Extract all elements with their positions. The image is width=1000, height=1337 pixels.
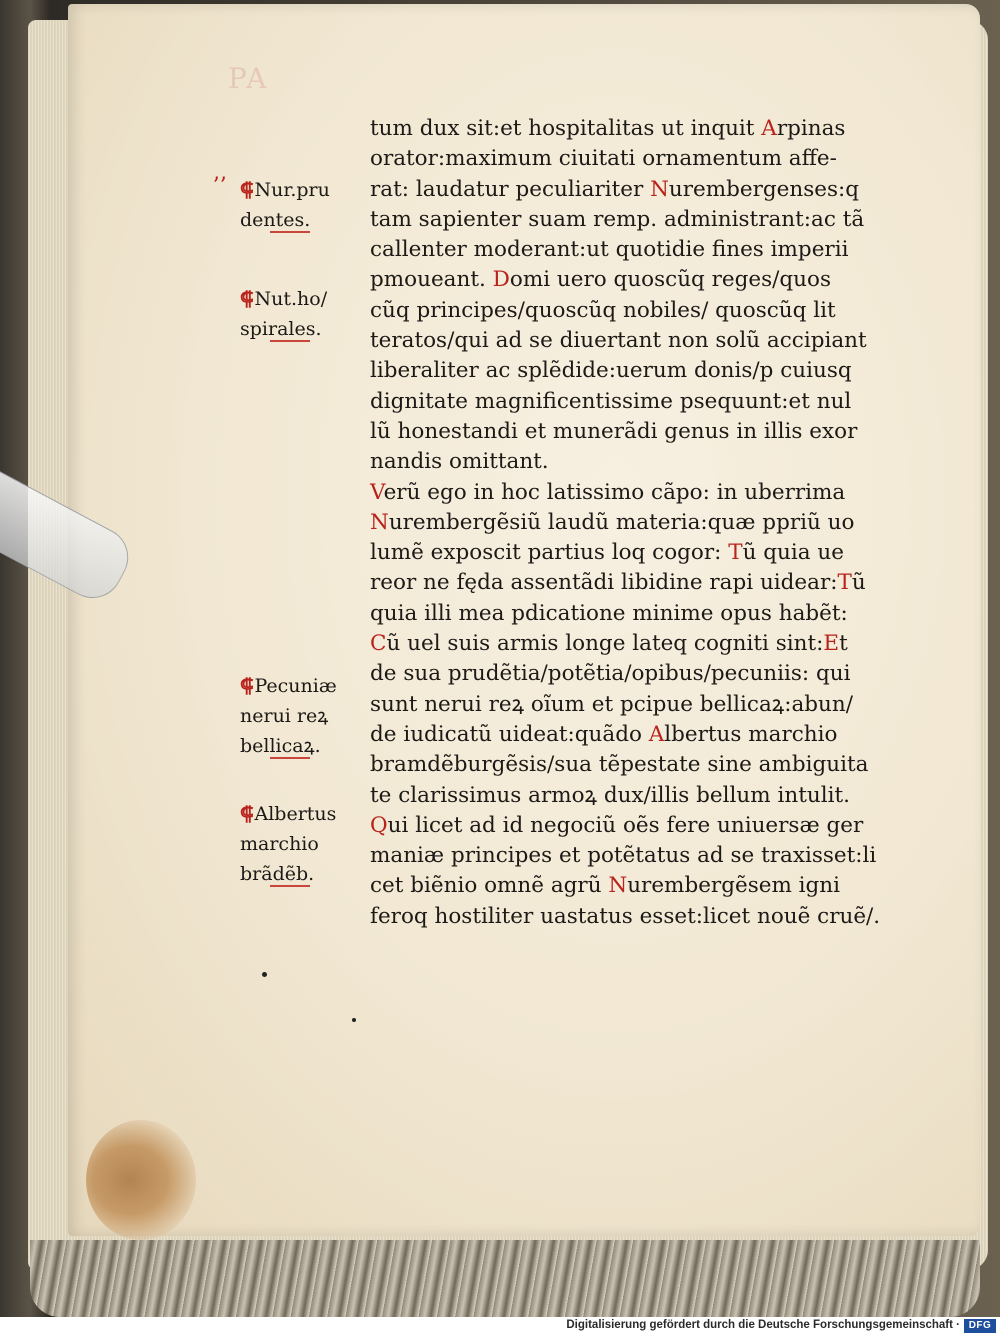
text-line: [370, 659, 880, 689]
text-run: urembergẽsiũ laudũ materia:quæ ppriũ uo: [388, 509, 855, 535]
margin-note-text: Nur.pru: [254, 179, 330, 201]
margin-note-text: dentes.: [240, 209, 311, 231]
text-line: [370, 387, 880, 417]
rubricated-initial: A: [761, 116, 777, 141]
margin-note-line: [240, 284, 370, 314]
margin-note-line: [240, 829, 370, 859]
text-run: bramdẽburgẽsis/sua tẽpestate sine ambiguita: [370, 752, 869, 778]
text-line: [370, 871, 880, 901]
text-run: te clarissimus armoꝝ dux/illis bellum intulit.: [370, 782, 850, 808]
margin-note-text: Nut.ho/: [254, 288, 328, 310]
text-run: nandis omittant.: [370, 449, 549, 475]
margin-note-text: spirales.: [240, 318, 322, 340]
binding-bottom: [30, 1240, 980, 1317]
main-text-block: [370, 114, 880, 932]
margin-note-text: brãdẽb.: [240, 863, 315, 885]
text-run: lũ honestandi et munerãdi genus in illis exor: [370, 418, 858, 444]
margin-note-text: nerui reꝝ: [240, 705, 329, 727]
rubricated-initial: Q: [370, 812, 388, 838]
text-run: urembergẽsem igni: [627, 873, 841, 899]
text-run: lumẽ exposcit partius loq cogor:: [370, 540, 729, 566]
text-line: [370, 508, 880, 538]
text-run: sunt nerui reꝝ oĩum et pcipue bellicaꝝ:abun/: [370, 691, 853, 717]
text-run: de iudicatũ uideat:quãdo: [370, 721, 649, 747]
text-line: [370, 265, 880, 295]
margin-note-line: [240, 701, 370, 731]
text-run: ui licet ad id negociũ oẽs fere uniuersæ ger: [387, 812, 864, 838]
dfg-logo: DFG: [964, 1319, 996, 1333]
text-run: ũ quia ue: [742, 540, 844, 566]
rubricated-initial: T: [837, 570, 852, 596]
margin-note: [240, 175, 370, 233]
margin-note-line: [240, 205, 370, 235]
text-run: reor ne fęda assentãdi libidine rapi uidear:: [370, 570, 838, 596]
text-line: [370, 417, 880, 447]
text-line: [370, 538, 880, 568]
text-line: [370, 720, 880, 750]
margin-note-line: [240, 799, 370, 829]
margin-note-line: [240, 671, 370, 701]
text-line: [370, 902, 880, 932]
text-line: [370, 114, 880, 144]
footer-credit: Digitalisierung gefördert durch die Deutsche Forschungsgemeinschaft ·: [566, 1319, 960, 1331]
margin-note-line: [240, 314, 370, 344]
text-run: rat: laudatur peculiariter: [370, 176, 651, 202]
text-line: [370, 478, 880, 508]
rubricated-initial: N: [650, 176, 669, 202]
text-run: dignitate magnificentissime psequunt:et nul: [370, 388, 852, 414]
text-run: cet biẽnio omnẽ agrũ: [370, 873, 609, 899]
margin-note-line: [240, 859, 370, 889]
text-run: erũ ego in hoc latissimo cãpo: in uberrima: [383, 479, 846, 505]
text-line: [370, 841, 880, 871]
text-run: teratos/qui ad se diuertant non solũ accipiant: [370, 328, 867, 354]
margin-note-line: [240, 731, 370, 761]
rubricated-initial: T: [728, 540, 743, 566]
water-stain: [86, 1120, 196, 1240]
paragraph-mark-icon: ⸿: [240, 179, 254, 201]
text-run: pmoueant.: [370, 267, 493, 293]
text-line: [370, 690, 880, 720]
text-run: feroq hostiliter uastatus esset:licet nouẽ cruẽ/.: [370, 903, 881, 929]
text-run: t: [839, 631, 848, 657]
rubricated-initial: V: [370, 479, 384, 505]
paragraph-mark-icon: ⸿: [240, 803, 254, 825]
text-line: [370, 356, 880, 386]
text-run: cũq principes/quoscũq nobiles/ quoscũq lit: [370, 297, 836, 323]
page-number-ghost: PA: [228, 62, 269, 95]
text-line: [370, 296, 880, 326]
paragraph-mark-icon: ⸿: [240, 675, 254, 697]
margin-note-line: [240, 175, 370, 205]
ink-dot: [262, 972, 267, 977]
rubricated-initial: A: [648, 721, 665, 747]
rubricated-initial: N: [370, 509, 389, 535]
text-line: [370, 599, 880, 629]
margin-note-text: Albertus: [254, 803, 337, 825]
text-run: quia illi mea pdicatione minime opus habẽt:: [370, 600, 848, 626]
text-line: [370, 629, 880, 659]
text-run: ũ: [851, 570, 866, 596]
text-run: tum dux sit:et hospitalitas ut inquit: [370, 116, 762, 141]
text-run: omi uero quoscũq reges/quos: [509, 267, 831, 293]
text-run: de sua prudẽtia/potẽtia/opibus/pecuniis: qui: [370, 661, 851, 687]
text-run: orator:maximum ciuitati ornamentum affe-: [370, 146, 837, 172]
text-line: [370, 750, 880, 780]
text-line: [370, 781, 880, 811]
rubricated-initial: C: [370, 631, 387, 657]
text-run: rpinas: [776, 116, 846, 141]
rubricated-initial: D: [492, 267, 510, 293]
paragraph-mark-icon: ⸿: [240, 288, 254, 310]
margin-note-text: Pecuniæ: [254, 675, 337, 697]
text-line: [370, 175, 880, 205]
footer-bar: [0, 1317, 1000, 1337]
margin-note: [240, 284, 370, 342]
margin-note-text: bellicaꝝ.: [240, 735, 321, 757]
text-run: ũ uel suis armis longe lateq cogniti sint:: [386, 631, 824, 657]
text-line: [370, 447, 880, 477]
text-run: tam sapienter suam remp. administrant:ac tã: [370, 206, 865, 232]
text-line: [370, 811, 880, 841]
text-run: urembergenses:q: [668, 176, 860, 202]
text-line: [370, 144, 880, 174]
margin-note: [240, 671, 370, 759]
text-line: [370, 326, 880, 356]
ink-dot: [352, 1018, 356, 1022]
text-run: liberaliter ac splẽdide:uerum donis/p cuiusq: [370, 358, 852, 384]
text-line: [370, 235, 880, 265]
rubricated-initial: N: [608, 873, 628, 899]
rubric-tick-mark: ʼʼ: [212, 174, 226, 199]
text-line: [370, 568, 880, 598]
margin-note-text: marchio: [240, 833, 319, 855]
margin-note: [240, 799, 370, 887]
text-run: lbertus marchio: [664, 721, 838, 747]
text-run: maniæ principes et potẽtatus ad se traxisset:li: [370, 843, 877, 869]
text-line: [370, 205, 880, 235]
rubricated-initial: E: [823, 631, 840, 657]
text-run: callenter moderant:ut quotidie fines imperii: [370, 237, 849, 263]
